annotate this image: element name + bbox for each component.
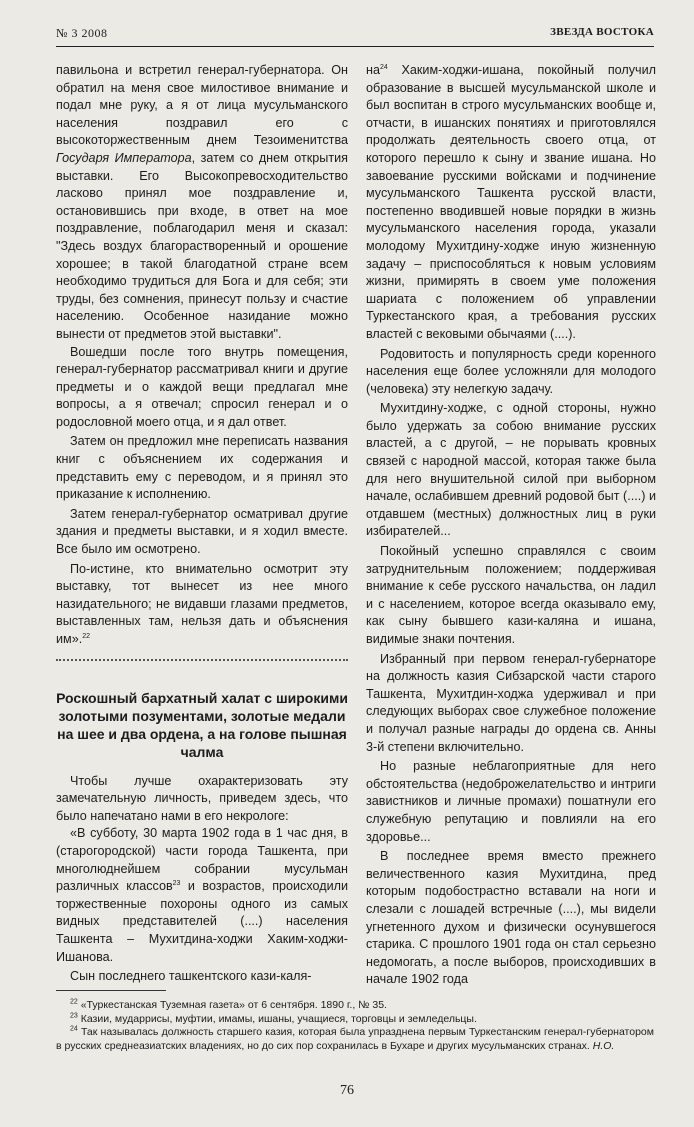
paragraph: Чтобы лучше охарактеризовать эту замечательную личность, приведем здесь, что было напечатано нами в его некрологе: <box>56 773 348 823</box>
left-column <box>56 62 348 986</box>
footnote-ref: 22 <box>82 632 90 640</box>
footnote-23: $^{23}$ Казии, мударрисы, муфтии, имамы, ишаны, учащиеся, торговцы и земледельцы. <box>70 1012 477 1025</box>
dotted-separator <box>56 659 348 661</box>
running-header <box>56 24 654 47</box>
emphasis: Государя Императора <box>56 150 192 165</box>
paragraph: $на^{24}$ Хаким-ходжи-ишана, покойный получил образование в высшей мусульманской школе и был воспитан в строго мусульманских вообще и, отчасти, в ишанских понятиях и приготовлялся продолжать деятельность своего отца, от которого перешло к сыну и звание ишана. Но завоевание русскими войсками и подчинение мусульманского Ташкента русской власти, постепенно вводившей новые порядки в жизнь мусульманского населения города, указали молодому Мухитдину-ходже иную жизненную задачу – приспособляться к новым условиям жизни, примирять в своем уме положения шариата с положением об управлении Туркестанского края, а требования русских властей с вековыми обычаями (....). <box>366 63 656 341</box>
paragraph: «В субботу, 30 марта 1902 года в 1 час дня, в (старогородской) части города Ташкента, при многолюднейшем собрании мусульман различных классов$^{23}$ и возрастов, происходили торжественные похороны одного из самых видных представителей (....) населения Ташкента – Мухитдина-ходжи Хаким-ходжи-Ишанова. <box>56 826 348 964</box>
paragraph: Сын последнего ташкентского кази-каля- <box>70 969 312 984</box>
paragraph: По-истине, кто внимательно осмотрит эту выставку, тот вынесет из нее много назидательного; не видавши глазами предметов, выставленных там, нельзя дать и объяснения им».$^{22}$ <box>56 561 348 646</box>
footnote-24: $^{24}$ Так называлась должность старшего казия, которая была упразднена первым Туркестанским генерал-губернатором в русских среднеазиатских владениях, но до сих пор сохранилась в Бухаре и других мусульманских странах. Н.О. <box>56 1025 654 1052</box>
footnotes <box>56 990 654 1053</box>
paragraph: Но разные неблагоприятные для него обстоятельства (недоброжелательство и интриги завистников и личные промахи) пошатнули его служебную репутацию и повлияли на его здоровье... <box>366 759 656 844</box>
paragraph: павильона и встретил генерал-губернатора. Он обратил на меня свое милостивое внимание и подал мне руку, а я от лица мусульманского населения поздравил его с высокоторжественным днем Тезоименитства Государя Императора, затем со днем открытия выставки. Его Высокопревосходительство ласково принял мое поздравление и, остановившись при входе, в ответ на мое поздравление, поблагодарил меня и сказал: "Здесь воздух благорастворенный и орошение хорошее; в такой благодатной стране всем необходимо трудиться для Бога и для себя; эти труды, без сомнения, принесут пользу и счастие населению. Особенное назидание можно вынести от предметов этой выставки". <box>56 63 348 341</box>
paragraph: Избранный при первом генерал-губернаторе на должность казия Сибзарской части старого Ташкента, Мухитдин-ходжа удерживал и при следующих выборах свое служебное положение и получал разные награды до ордена св. Анны 3-й степени включительно. <box>366 651 656 754</box>
paragraph: Затем он предложил мне переписать названия книг с объяснением их содержания и представить ему с переводом, и я принял это приказание к исполнению. <box>56 434 348 502</box>
paragraph: В последнее время вместо прежнего величественного казия Мухитдина, пред которым подобострастно вставали на ноги и слезали с лошадей встречные (....), мы видели угнетенного духом и физически осунувшегося старика. С прошлого 1901 года он стал серьезно недомогать, а после выборов, происходивших в начале 1902 года <box>366 849 656 987</box>
paragraph: Вошедши после того внутрь помещения, генерал-губернатор рассматривал книги и другие предметы и о каждой вещи предлагал мне вопросы, а я отвечал; спросил генерал и о родословной моего отца, и я дал ответ. <box>56 344 348 429</box>
paragraph: Мухитдину-ходже, с одной стороны, нужно было удержать за собою внимание русских властей, а с другой, – не порывать кровных связей с народной массой, которая также была для него внушительной силой при выборном начале, ослабившем древний родовой быт (....) и отдавшем (местных) должностных лиц в руки избирателей... <box>366 401 656 539</box>
footnote-22: $^{22}$ «Туркестанская Туземная газета» от 6 сентября. 1890 г., № 35. <box>70 998 387 1011</box>
issue-number: № 3 2008 <box>56 26 108 40</box>
author-signature: Н.О. <box>592 1039 615 1052</box>
footnote-ref: 24 <box>379 63 388 71</box>
journal-title: ЗВЕЗДА ВОСТОКА <box>550 26 654 38</box>
footnote-ref: 23 <box>172 879 181 887</box>
paragraph: Затем генерал-губернатор осматривал другие здания и предметы выставки, и я ходил вместе. Все было им осмотрено. <box>56 506 348 557</box>
paragraph: Родовитость и популярность среди коренного населения еще более усложняли для молодого (человека) эту нелегкую задачу. <box>366 346 656 396</box>
paragraph: Покойный успешно справлялся с своим затруднительным положением; поддерживая внимание к себе русского начальства, он ладил и с населением, которое всегда оказывало ему, как сыну бывшего кази-каляна и ишана, видимые знаки почтения. <box>366 544 656 646</box>
page-number: 76 <box>340 1083 354 1098</box>
right-column <box>366 62 656 989</box>
section-heading: Роскошный бархатный халат с широкими золотыми позументами, золотые медали на шее и два ордена, а на голове пышная чалма <box>56 689 348 760</box>
footnote-rule <box>56 990 166 991</box>
